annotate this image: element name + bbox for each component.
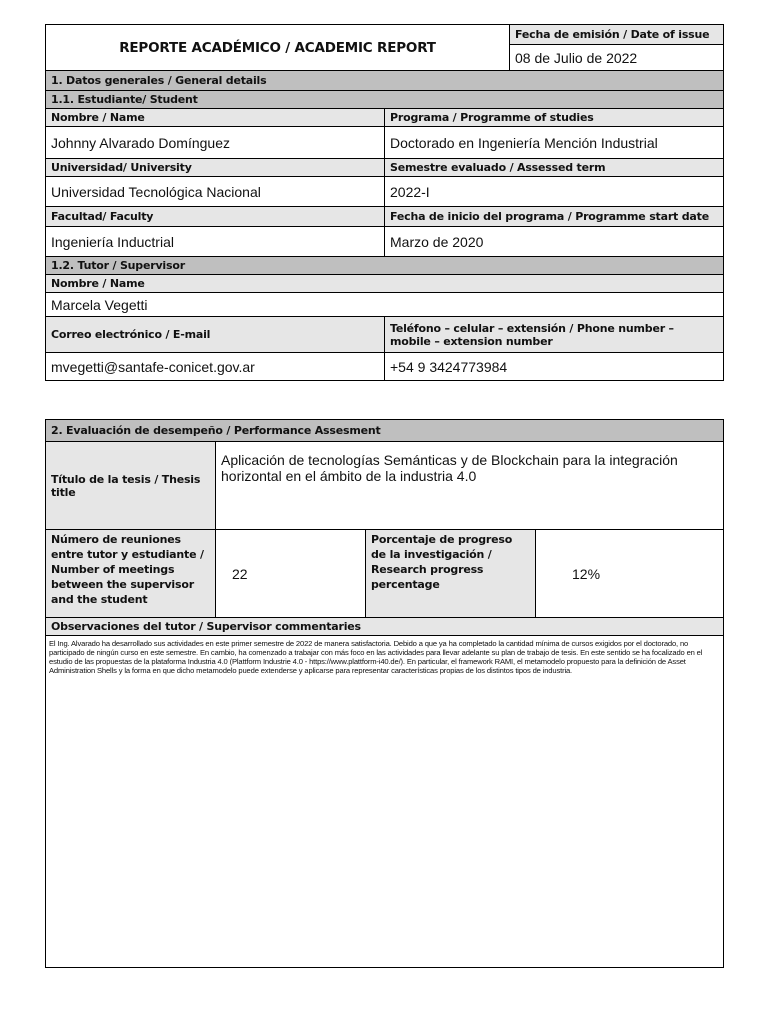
university-label: Universidad/ University <box>46 159 385 177</box>
comments-label: Observaciones del tutor / Supervisor commentaries <box>46 618 724 636</box>
email-value: mvegetti@santafe-conicet.gov.ar <box>46 353 385 381</box>
issue-date-value: 08 de Julio de 2022 <box>510 45 724 71</box>
progress-label: Porcentaje de progreso de la investigación / Research progress percentage <box>366 530 536 618</box>
student-heading: 1.1. Estudiante/ Student <box>46 91 724 109</box>
phone-label: Teléfono – celular – extensión / Phone number – mobile – extension number <box>385 317 724 353</box>
student-name-label: Nombre / Name <box>46 109 385 127</box>
term-value: 2022-I <box>385 177 724 207</box>
performance-table <box>45 419 724 968</box>
email-label: Correo electrónico / E-mail <box>46 317 385 353</box>
comments-value: El Ing. Alvarado ha desarrollado sus actividades en este primer semestre de 2022 de manera satisfactoria. Debido a que ya ha completado la cantidad mínima de cursos exigidos por el doctorado, no participado de ningún curso en este semestre. En cambio, ha comenzado a trabajar con más foco en las actividades para llevar adelante su plan de trabajo de tesis. En este sentido se ha focalizado en el estudio de las propuestas de la plataforma Industria 4.0 (Plattform Industrie 4.0 - https://www.plattform-i40.de/). En particular, el framework RAMI, el metamodelo propuesto para la definición de Asset Administration Shells y la forma en que dicho metamodelo puede extenderse y aplicarse para representar características propias de los distintos tipos de industria. <box>46 636 724 968</box>
student-name-value: Johnny Alvarado Domínguez <box>46 127 385 159</box>
section1-heading: 1. Datos generales / General details <box>46 71 724 91</box>
programme-label: Programa / Programme of studies <box>385 109 724 127</box>
supervisor-name-label: Nombre / Name <box>46 275 724 293</box>
start-date-value: Marzo de 2020 <box>385 227 724 257</box>
university-value: Universidad Tecnológica Nacional <box>46 177 385 207</box>
meetings-label: Número de reuniones entre tutor y estudiante / Number of meetings between the supervisor and the student <box>46 530 216 618</box>
faculty-value: Ingeniería Inductrial <box>46 227 385 257</box>
faculty-label: Facultad/ Faculty <box>46 207 385 227</box>
progress-value: 12% <box>536 530 724 618</box>
phone-value: +54 9 3424773984 <box>385 353 724 381</box>
section2-heading: 2. Evaluación de desempeño / Performance Assesment <box>46 420 724 442</box>
programme-value: Doctorado en Ingeniería Mención Industrial <box>385 127 724 159</box>
term-label: Semestre evaluado / Assessed term <box>385 159 724 177</box>
issue-date-label: Fecha de emisión / Date of issue <box>510 25 724 45</box>
thesis-title-value: Aplicación de tecnologías Semánticas y de Blockchain para la integración horizontal en el ámbito de la industria 4.0 <box>216 442 724 530</box>
start-date-label: Fecha de inicio del programa / Programme start date <box>385 207 724 227</box>
general-details-table <box>45 24 724 381</box>
thesis-title-label: Título de la tesis / Thesis title <box>46 442 216 530</box>
supervisor-heading: 1.2. Tutor / Supervisor <box>46 257 724 275</box>
supervisor-name-value: Marcela Vegetti <box>46 293 724 317</box>
meetings-value: 22 <box>216 530 366 618</box>
report-title: REPORTE ACADÉMICO / ACADEMIC REPORT <box>46 25 510 71</box>
